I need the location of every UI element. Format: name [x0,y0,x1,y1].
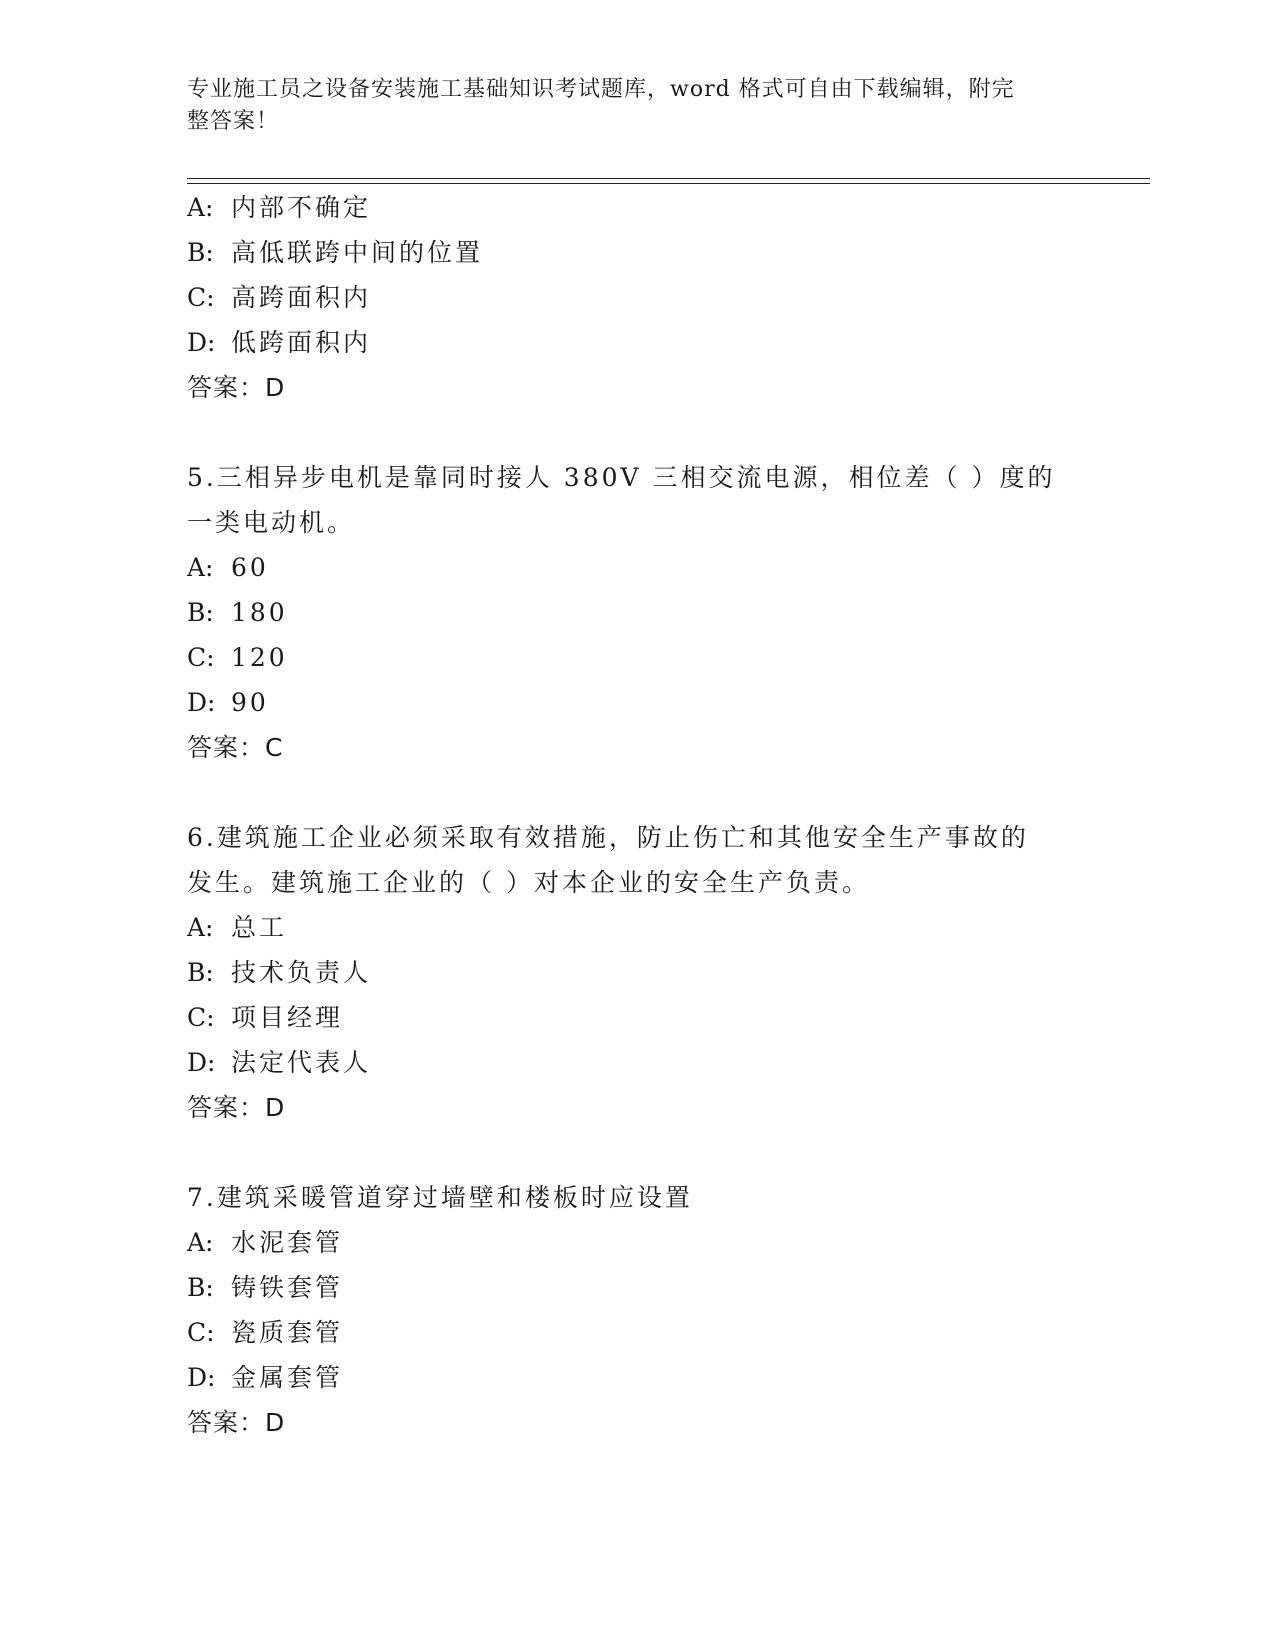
q4-answer: 答案：D [187,373,286,402]
q4-option-a: A: 内部不确定 [187,193,372,222]
q5-stem-line-2: 一类电动机。 [187,508,356,537]
header-divider-bottom [187,183,1150,184]
header-line-1: 专业施工员之设备安装施工基础知识考试题库，word 格式可自由下载编辑，附完 [187,77,1015,102]
q6-answer: 答案：D [187,1093,286,1122]
q5-option-b: B: 180 [187,598,288,627]
q5-option-d: D: 90 [187,688,269,717]
q7-option-d: D: 金属套管 [187,1363,344,1392]
q6-stem-line-2: 发生。建筑施工企业的（ ）对本企业的安全生产负责。 [187,868,870,897]
q5-option-c: C: 120 [187,643,288,672]
q7-answer: 答案：D [187,1408,286,1437]
q7-stem-line-1: 7.建筑采暖管道穿过墙壁和楼板时应设置 [187,1183,693,1212]
q6-option-b: B: 技术负责人 [187,958,372,987]
q7-option-b: B: 铸铁套管 [187,1273,344,1302]
q6-option-d: D: 法定代表人 [187,1048,372,1077]
q5-option-a: A: 60 [187,553,269,582]
q7-option-a: A: 水泥套管 [187,1228,344,1257]
q4-option-c: C: 高跨面积内 [187,283,372,312]
q6-option-a: A: 总工 [187,913,288,942]
header-divider-top [187,178,1150,179]
q5-stem-line-1: 5.三相异步电机是靠同时接人 380V 三相交流电源，相位差（ ）度的 [187,463,1056,492]
q5-answer: 答案：C [187,733,284,762]
document-header [187,74,1067,138]
header-line-2: 整答案！ [187,109,280,134]
q4-option-b: B: 高低联跨中间的位置 [187,238,484,267]
q6-option-c: C: 项目经理 [187,1003,344,1032]
q7-option-c: C: 瓷质套管 [187,1318,344,1347]
q6-stem-line-1: 6.建筑施工企业必须采取有效措施，防止伤亡和其他安全生产事故的 [187,823,1029,852]
q4-option-d: D: 低跨面积内 [187,328,372,357]
